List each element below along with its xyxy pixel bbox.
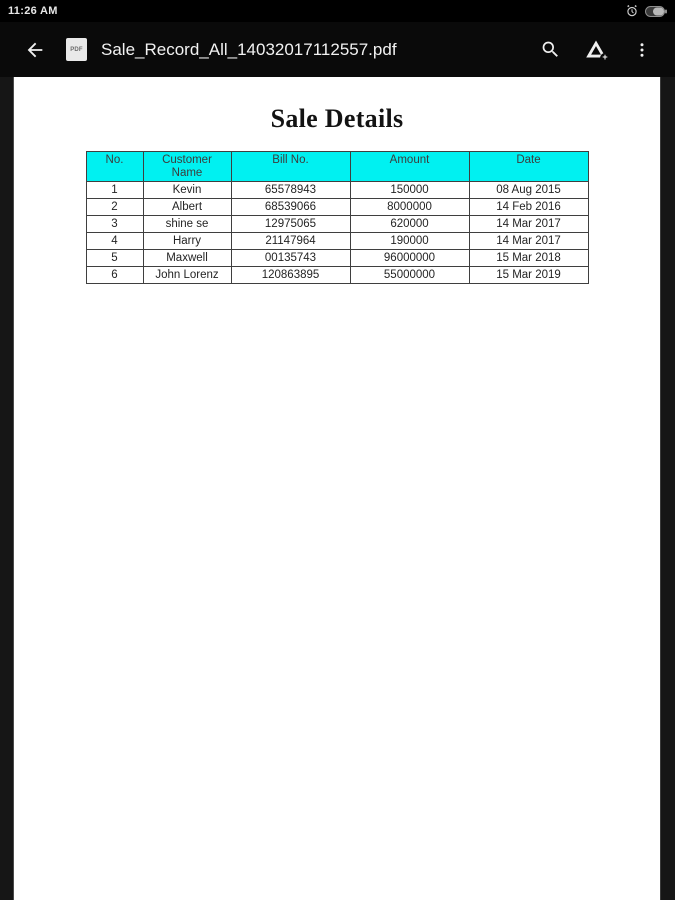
cell-bill: 00135743 bbox=[231, 250, 350, 267]
cell-bill: 21147964 bbox=[231, 233, 350, 250]
alarm-icon bbox=[625, 4, 639, 18]
cell-customer: shine se bbox=[143, 216, 231, 233]
table-row bbox=[86, 199, 588, 216]
cell-bill: 120863895 bbox=[231, 267, 350, 284]
cell-date: 08 Aug 2015 bbox=[469, 182, 588, 199]
table-header-row bbox=[86, 152, 588, 182]
table-row bbox=[86, 250, 588, 267]
header-bill-no: Bill No. bbox=[231, 152, 350, 182]
cell-bill: 65578943 bbox=[231, 182, 350, 199]
arrow-left-icon bbox=[24, 39, 46, 61]
cell-bill: 68539066 bbox=[231, 199, 350, 216]
cell-customer: Maxwell bbox=[143, 250, 231, 267]
cell-bill: 12975065 bbox=[231, 216, 350, 233]
cell-date: 15 Mar 2018 bbox=[469, 250, 588, 267]
cell-amount: 55000000 bbox=[350, 267, 469, 284]
cell-amount: 190000 bbox=[350, 233, 469, 250]
table-row bbox=[86, 233, 588, 250]
cell-amount: 96000000 bbox=[350, 250, 469, 267]
cell-no: 2 bbox=[86, 199, 143, 216]
plus-badge-icon: + bbox=[600, 53, 610, 63]
cell-date: 14 Mar 2017 bbox=[469, 233, 588, 250]
cell-date: 15 Mar 2019 bbox=[469, 267, 588, 284]
header-date: Date bbox=[469, 152, 588, 182]
cell-customer: Albert bbox=[143, 199, 231, 216]
status-icons bbox=[625, 4, 667, 18]
three-dots-icon bbox=[633, 41, 651, 59]
cell-customer: John Lorenz bbox=[143, 267, 231, 284]
cell-no: 3 bbox=[86, 216, 143, 233]
table-row bbox=[86, 182, 588, 199]
battery-icon bbox=[645, 6, 667, 17]
document-title: Sale Details bbox=[270, 104, 404, 133]
pdf-file-icon-label: PDF bbox=[70, 46, 83, 53]
app-toolbar bbox=[0, 22, 675, 77]
pdf-viewport[interactable] bbox=[0, 77, 675, 900]
toolbar-actions bbox=[533, 33, 659, 67]
status-bar bbox=[0, 0, 675, 22]
clock-time: 11:26 AM bbox=[8, 5, 58, 17]
pdf-file-icon bbox=[66, 38, 87, 61]
overflow-menu-button[interactable] bbox=[625, 33, 659, 67]
cell-no: 5 bbox=[86, 250, 143, 267]
document-filename: Sale_Record_All_14032017112557.pdf bbox=[101, 39, 397, 59]
header-no: No. bbox=[86, 152, 143, 182]
cell-customer: Kevin bbox=[143, 182, 231, 199]
pdf-page bbox=[13, 77, 661, 900]
table-row bbox=[86, 267, 588, 284]
back-button[interactable] bbox=[18, 33, 52, 67]
sale-details-table bbox=[86, 151, 589, 284]
search-icon bbox=[540, 39, 561, 60]
cell-amount: 620000 bbox=[350, 216, 469, 233]
header-amount: Amount bbox=[350, 152, 469, 182]
cell-amount: 150000 bbox=[350, 182, 469, 199]
header-customer-name: Customer Name bbox=[143, 152, 231, 182]
cell-date: 14 Mar 2017 bbox=[469, 216, 588, 233]
table-row bbox=[86, 216, 588, 233]
cell-no: 1 bbox=[86, 182, 143, 199]
cell-customer: Harry bbox=[143, 233, 231, 250]
cell-date: 14 Feb 2016 bbox=[469, 199, 588, 216]
add-to-drive-button[interactable] bbox=[579, 33, 613, 67]
cell-no: 4 bbox=[86, 233, 143, 250]
search-button[interactable] bbox=[533, 33, 567, 67]
cell-amount: 8000000 bbox=[350, 199, 469, 216]
cell-no: 6 bbox=[86, 267, 143, 284]
add-to-drive-icon bbox=[584, 38, 608, 62]
